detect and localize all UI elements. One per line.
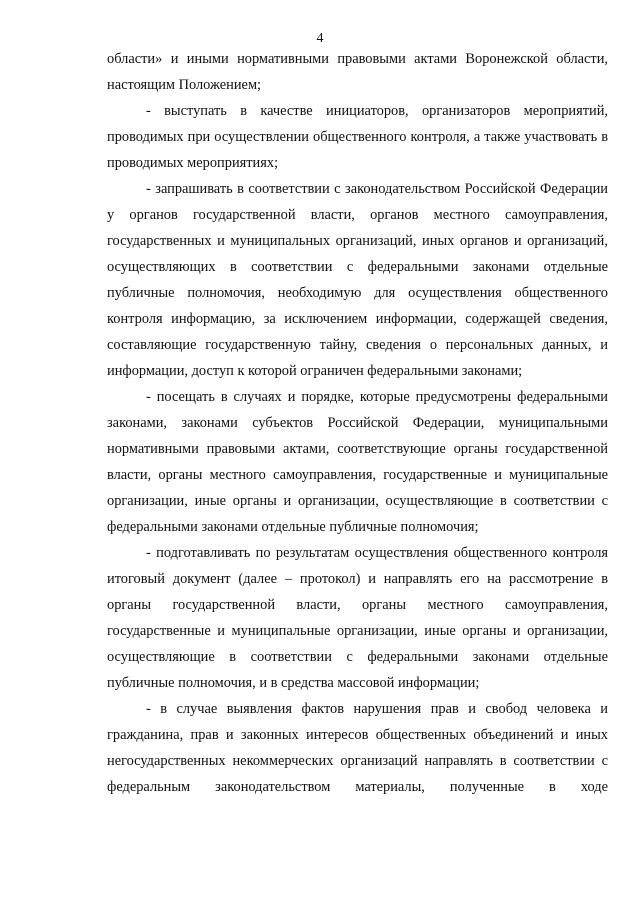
paragraph-initiate-events: - выступать в качестве инициаторов, организаторов мероприятий, проводимых при осуществлении общественного контроля, а также участвовать в проводимых мероприятиях; xyxy=(107,103,608,171)
page-number: 4 xyxy=(316,31,324,46)
paragraph-continuation: области» и иными нормативными правовыми актами Воронежской области, настоящим Положением; xyxy=(107,51,608,93)
paragraph-violations-materials: - в случае выявления фактов нарушения прав и свобод человека и гражданина, прав и законных интересов общественных объединений и иных негосударственных некоммерческих организаций направлять в соответствии с федеральным законодательством материалы, полученные в ходе xyxy=(107,701,608,795)
paragraph-prepare-protocol: - подготавливать по результатам осуществления общественного контроля итоговый документ (далее – протокол) и направлять его на рассмотрение в органы государственной власти, органы местного самоуправления, государственные и муниципальные организации, иные органы и организации, осуществляющие в соответствии с федеральными законами отдельные публичные полномочия, и в средства массовой информации; xyxy=(107,545,608,691)
document-body xyxy=(107,46,608,800)
paragraph-visit-organizations: - посещать в случаях и порядке, которые предусмотрены федеральными законами, законами субъектов Российской Федерации, муниципальными нормативными правовыми актами, соответствующие органы государственной власти, органы местного самоуправления, государственные и муниципальные организации, иные органы и организации, осуществляющие в соответствии с федеральными законами отдельные публичные полномочия; xyxy=(107,389,608,535)
paragraph-request-information: - запрашивать в соответствии с законодательством Российской Федерации у органов государственной власти, органов местного самоуправления, государственных и муниципальных организаций, иных органов и организаций, осуществляющих в соответствии с федеральными законами отдельные публичные полномочия, необходимую для осуществления общественного контроля информацию, за исключением информации, содержащей сведения, составляющие государственную тайну, сведения о персональных данных, и информации, доступ к которой ограничен федеральными законами; xyxy=(107,181,608,379)
